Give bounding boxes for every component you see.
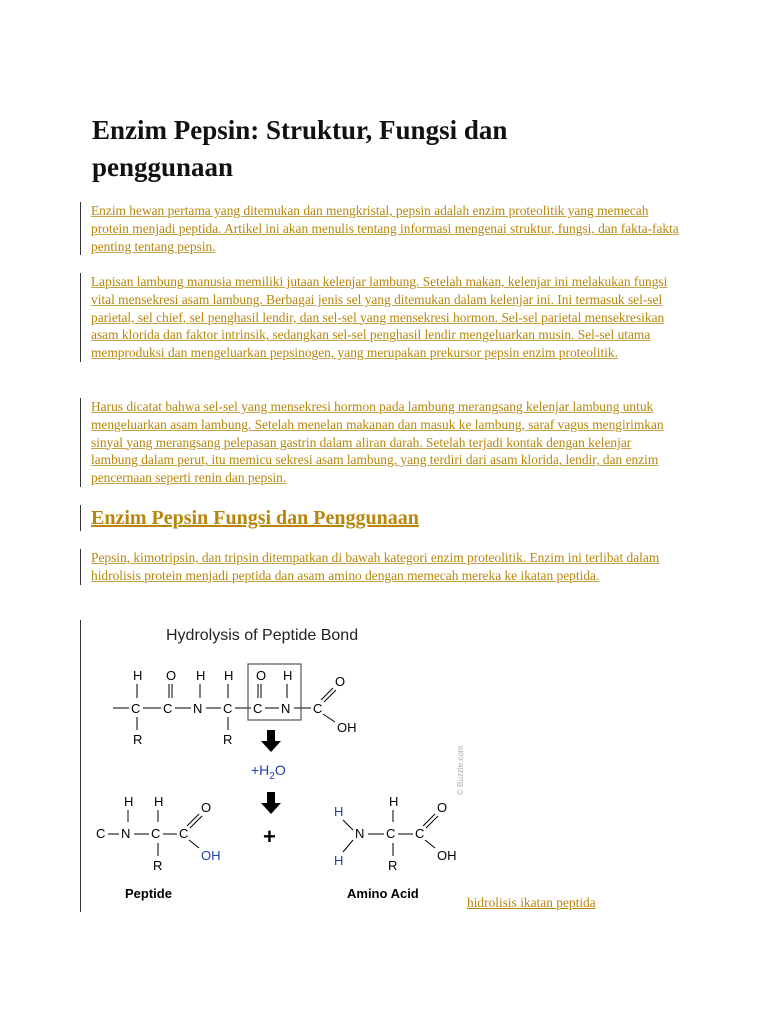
section-subheading[interactable]: Enzim Pepsin Fungsi dan Penggunaan: [91, 507, 419, 529]
arrow-down-icon: [261, 792, 281, 814]
subheading-block: [80, 505, 681, 531]
water-label: $+H_2O$: [251, 762, 286, 782]
svg-text:C: C: [96, 826, 106, 841]
paragraph-3[interactable]: Harus dicatat bahwa sel-sel yang mensekresi hormon pada lambung merangsang kelenjar lambung untuk mengeluarkan asam lambung. Setelah menelan makanan dan masuk ke lambung, saraf vagus mengirimkan sinyal yang merangsang pelepasan gastrin dalam aliran darah. Setelah terjadi kontak dengan kelenjar lambung dalam perut, itu memicu sekresi asam lambung, yang terdiri dari asam klorida, lendir, dan enzim pencernaan seperti renin dan pepsin.: [91, 399, 664, 486]
paragraph-block-3: [80, 398, 681, 487]
svg-text:H: H: [389, 794, 399, 809]
article-title: Enzim Pepsin: Struktur, Fungsi dan penggunaan: [92, 115, 508, 182]
svg-text:H: H: [154, 794, 164, 809]
svg-text:H: H: [334, 853, 344, 868]
paragraph-block-4: [80, 549, 681, 585]
svg-text:OH: OH: [337, 720, 357, 735]
svg-text:O: O: [335, 674, 346, 689]
paragraph-2[interactable]: Lapisan lambung manusia memiliki jutaan kelenjar lambung. Setelah makan, kelenjar ini melakukan fungsi vital mensekresi asam lambung. Berbagai jenis sel yang ditemukan dalam kelenjar ini. Ini termasuk sel-sel parietal, sel chief, sel penghasil lendir, dan sel-sel yang mensekresi hormon. Sel-sel parietal mensekresikan asam klorida dan faktor intrinsik, sedangkan sel-sel penghasil lendir mengeluarkan musin. Sel-sel utama memproduksi dan mengeluarkan pepsinogen, yang merupakan prekursor pepsin enzim proteolitik.: [91, 274, 668, 361]
paragraph-block-1: [80, 202, 681, 255]
svg-text:H: H: [133, 668, 143, 683]
amino-acid-structure: [334, 794, 457, 873]
arrow-down-icon: [261, 730, 281, 752]
hydrolysis-figure: [80, 620, 481, 912]
svg-text:H: H: [334, 804, 344, 819]
plus-sign: +: [263, 824, 276, 849]
svg-text:N: N: [355, 826, 365, 841]
svg-text:C: C: [179, 826, 189, 841]
svg-text:R: R: [388, 858, 398, 873]
svg-text:H: H: [283, 668, 293, 683]
svg-text:C: C: [151, 826, 161, 841]
paragraph-1[interactable]: Enzim hewan pertama yang ditemukan dan mengkristal, pepsin adalah enzim proteolitik yang memecah protein menjadi peptida. Artikel ini akan menulis tentang informasi mengenai struktur, fungsi, dan fakta-fakta penting tentang pepsin.: [91, 203, 679, 254]
svg-text:C: C: [313, 701, 323, 716]
svg-text:O: O: [166, 668, 177, 683]
svg-text:R: R: [153, 858, 163, 873]
svg-text:OH: OH: [437, 848, 457, 863]
peptide-label: Peptide: [125, 886, 172, 901]
svg-text:H: H: [124, 794, 134, 809]
figure-caption[interactable]: hidrolisis ikatan peptida: [467, 895, 596, 910]
svg-text:N: N: [281, 701, 291, 716]
figure-title: Hydrolysis of Peptide Bond: [166, 627, 359, 644]
watermark-text: © Buzzle.com: [456, 745, 465, 795]
paragraph-4[interactable]: Pepsin, kimotripsin, dan tripsin ditempatkan di bawah kategori enzim proteolitik. Enzim ini terlibat dalam hidrolisis protein menjadi peptida dan asam amino dengan memecah mereka ke ikatan peptida.: [91, 550, 660, 583]
svg-text:O: O: [437, 800, 448, 815]
svg-text:N: N: [193, 701, 203, 716]
svg-text:R: R: [133, 732, 143, 747]
svg-text:H: H: [224, 668, 234, 683]
dipeptide-structure: [113, 664, 357, 747]
svg-text:C: C: [386, 826, 396, 841]
svg-text:OH: OH: [201, 848, 221, 863]
svg-text:C: C: [253, 701, 263, 716]
svg-text:C: C: [163, 701, 173, 716]
paragraph-block-2: [80, 273, 681, 362]
amino-acid-label: Amino Acid: [347, 886, 419, 901]
svg-text:C: C: [223, 701, 233, 716]
svg-text:C: C: [415, 826, 425, 841]
svg-text:O: O: [256, 668, 267, 683]
svg-text:H: H: [196, 668, 206, 683]
svg-text:N: N: [121, 826, 131, 841]
svg-text:R: R: [223, 732, 233, 747]
peptide-structure: [96, 794, 221, 873]
svg-text:C: C: [131, 701, 141, 716]
hydrolysis-diagram: [91, 620, 481, 912]
svg-text:O: O: [201, 800, 212, 815]
